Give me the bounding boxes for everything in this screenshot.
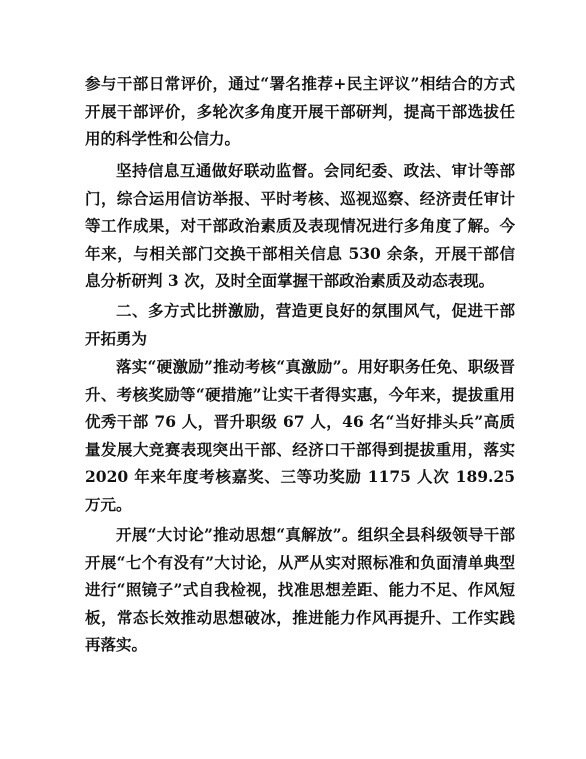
body-paragraph-1: 参与干部日常评价，通过“署名推荐+民主评议”相结合的方式开展干部评价，多轮次多角度开展干部研判，提高干部选拔任用的科学性和公信力。	[85, 74, 515, 148]
body-paragraph-3: 落实“硬激励”推动考核“真激励”。用好职务任免、职级晋升、考核奖励等“硬措施”让实干者得实惠，今年来，提拔重用优秀干部 76 人，晋升职级 67 人，46 名“当好排头兵”高质量发展大竞赛表现突出干部、经济口干部得到提拔重用，落实 2020 年来年度考核嘉奖、三等功奖励 1175 人次 189.25 万元。	[85, 357, 515, 514]
body-paragraph-2: 坚持信息互通做好联动监督。会同纪委、政法、审计等部门，综合运用信访举报、平时考核、巡视巡察、经济责任审计等工作成果，对干部政治素质及表现情况进行多角度了解。今年来，与相关部门交换干部相关信息 530 余条，开展干部信息分析研判 3 次，及时全面掌握干部政治素质及动态表现。	[85, 161, 515, 290]
section-heading-2: 二、多方式比拼激励，营造更良好的氛围风气，促进干部开拓勇为	[85, 301, 515, 348]
body-paragraph-4: 开展“大讨论”推动思想“真解放”。组织全县科级领导干部开展“七个有没有”大讨论，从严从实对照标准和负面清单典型进行“照镜子”式自我检视，找准思想差距、能力不足、作风短板，常态长效推动思想破冰，推进能力作风再提升、工作实践再落实。	[85, 525, 515, 654]
